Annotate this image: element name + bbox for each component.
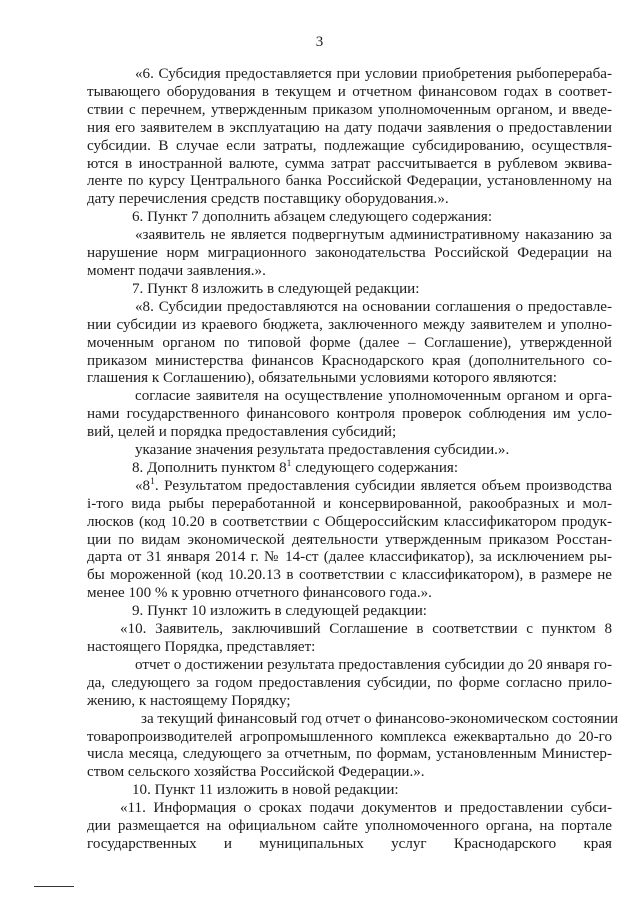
line-text: нии субсидии из краевого бюджета, заключенного между заявителем и уполно- (87, 316, 612, 333)
line-text: дату перечисления средств поставщику оборудования.». (87, 191, 449, 208)
text-line (87, 66, 612, 84)
line-text: тывающего оборудования в текущем и отчетном финансовом годах в соответ- (87, 83, 612, 100)
line-text: бы мороженной (код 10.20.13 в соответствии с классификатором), в размере не (87, 567, 612, 584)
line-text: «10. Заявитель, заключивший Соглашение в соответствии с пунктом 8 (120, 621, 612, 638)
line-text-tail: . Результатом предоставления субсидии является объем производства (154, 477, 612, 494)
text-line (87, 675, 612, 693)
text-line (87, 639, 612, 657)
text-line (87, 764, 612, 782)
line-text: нами государственного финансового контроля проверок соблюдения им усло- (87, 406, 612, 423)
line-text: государственных и муниципальных услуг Краснодарского края (87, 835, 612, 852)
line-text: ции по видам экономической деятельности утвержденным приказом Росстан- (87, 531, 612, 548)
line-text: i-того вида рыбы переработанной и консервированной, ракообразных и мол- (87, 495, 612, 512)
line-text: за текущий финансовый год отчет о финансово-экономическом состоянии (141, 710, 619, 727)
line-text: приказом министерства финансов Краснодарского края (дополнительного со- (87, 352, 612, 369)
text-line (87, 532, 612, 550)
line-text: менее 100 % к уровню отчетного финансового года.». (87, 585, 432, 602)
text-line (87, 549, 612, 567)
line-text: вий, целей и порядка предоставления субсидий; (87, 424, 397, 441)
footnote-rule (34, 886, 74, 887)
text-line (87, 585, 612, 603)
text-line (87, 388, 612, 406)
text-line (87, 657, 612, 675)
line-text: момент подачи заявления.». (87, 262, 266, 279)
text-line (87, 710, 619, 729)
text-line (87, 353, 612, 371)
line-text: ленте по курсу Центрального банка Российской Федерации, установленному на (87, 173, 612, 190)
line-text: числа месяца, следующего за отчетным, по формам, установленным Министер- (87, 746, 612, 763)
line-text: «11. Информация о сроках подачи документов и предоставлении субси- (120, 800, 612, 817)
line-text: 8. Дополнить пунктом 8 (132, 459, 287, 476)
line-text-tail: следующего содержания: (291, 459, 459, 476)
text-line (87, 370, 612, 388)
text-line (87, 138, 612, 156)
superscript: 1 (286, 458, 292, 469)
text-line (87, 621, 612, 639)
line-text: нарушение норм миграционного законодательства Российской Федерации на (87, 245, 612, 262)
text-line (87, 191, 612, 209)
line-text: настоящего Порядка, представляет: (87, 639, 316, 655)
text-line (87, 173, 612, 191)
text-line (87, 514, 612, 532)
text-line (87, 603, 612, 621)
text-line (87, 281, 612, 299)
text-line (87, 120, 612, 138)
line-text: «8 (135, 477, 151, 494)
text-line (87, 567, 612, 585)
text-line (87, 478, 612, 496)
page-number: 3 (315, 34, 324, 50)
text-line (87, 227, 612, 245)
line-text: «заявитель не является подвергнутым административному наказанию за (135, 227, 612, 244)
text-line (87, 746, 612, 764)
text-line (87, 102, 612, 120)
line-text: ствии с перечнем, утвержденным приказом уполномоченным органом, и введе- (87, 101, 612, 118)
line-text: 10. Пункт 11 изложить в новой редакции: (132, 782, 399, 799)
text-line (87, 782, 612, 800)
line-text: 6. Пункт 7 дополнить абзацем следующего содержания: (132, 209, 493, 226)
line-text: «8. Субсидии предоставляются на основании соглашения о предоставле- (135, 298, 612, 315)
text-line (87, 424, 612, 442)
line-text: жению, к настоящему Порядку; (87, 692, 291, 709)
line-text: отчет о достижении результата предоставления субсидии до 20 января го- (135, 656, 612, 673)
text-line (87, 156, 612, 174)
text-line (87, 693, 612, 711)
text-line (87, 460, 612, 478)
text-line (87, 245, 612, 263)
line-text: ются в иностранной валюте, сумма затрат рассчитывается в рублевом эквива- (87, 155, 612, 172)
line-text: 9. Пункт 10 изложить в следующей редакции: (132, 603, 427, 620)
line-text: ния его заявителем в эксплуатацию на дату подачи заявления о предоставлении (87, 119, 612, 136)
text-line (87, 209, 612, 227)
text-line (87, 442, 612, 460)
line-text: да, следующего за годом предоставления субсидии, по форме согласно прило- (87, 674, 612, 691)
line-text: товаропроизводителей агропромышленного комплекса ежеквартально до 20-го (87, 728, 612, 745)
line-text: субсидии. В случае если затраты, подлежащие субсидированию, осуществля- (87, 137, 612, 154)
line-text: ством сельского хозяйства Российской Федерации.». (87, 764, 425, 781)
line-text: дии размещается на официальном сайте уполномоченного органа, на портале (87, 818, 612, 835)
text-line (87, 836, 612, 854)
text-line (87, 406, 612, 424)
line-text: глашения к Соглашению), обязательными условиями которого являются: (87, 370, 557, 387)
line-text: указание значения результата предоставления субсидии.». (135, 442, 510, 459)
text-line (87, 800, 612, 818)
text-line (87, 299, 612, 317)
text-line (87, 496, 612, 514)
superscript: 1 (150, 476, 155, 487)
line-text: «6. Субсидия предоставляется при условии приобретения рыбоперераба- (135, 66, 612, 82)
text-line (87, 729, 612, 747)
line-text: согласие заявителя на осуществление уполномоченным органом и орга- (135, 388, 612, 405)
text-line (87, 335, 612, 353)
line-text: моченным органом по типовой форме (далее – Соглашение), утвержденной (87, 334, 612, 351)
text-line (87, 818, 612, 836)
document-body (87, 66, 619, 854)
line-text: 7. Пункт 8 изложить в следующей редакции: (132, 280, 420, 297)
line-text: люсков (код 10.20 в соответствии с Общероссийским классификатором продук- (87, 513, 612, 530)
text-line (87, 263, 612, 281)
line-text: дарта от 31 января 2014 г. № 14-ст (далее классификатор), за исключением ры- (87, 549, 612, 566)
text-line (87, 317, 612, 335)
text-line (87, 84, 612, 102)
